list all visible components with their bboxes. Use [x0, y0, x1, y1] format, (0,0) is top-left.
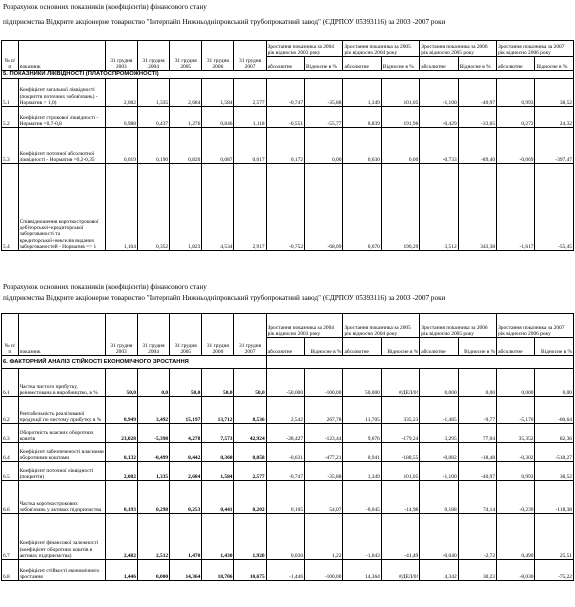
cell: 1,823: [170, 164, 202, 251]
cell: -55,77: [305, 107, 343, 128]
cell: 14,364: [170, 560, 202, 581]
header-rel: Відносне в %: [535, 57, 574, 71]
cell: -89,40: [458, 128, 496, 164]
report-1-title: Розрахунок основних показників (коефіцієнтів) фінансового стану: [3, 3, 207, 11]
row-indicator: Співвідношення короткострокової дебіторської+кредиторської заборгованості та кредиторської+векселів виданих заборгованостей - Норматив => 1: [18, 164, 105, 251]
header-abs: абсолютне: [497, 338, 535, 356]
row-num: 5.2: [2, 107, 19, 128]
cell: 2,577: [234, 79, 266, 107]
cell: 82,36: [535, 424, 574, 443]
cell: -0,429: [420, 107, 458, 128]
cell: 0,000: [137, 560, 169, 581]
header-num: № п/п: [2, 41, 19, 71]
cell: 0,442: [170, 443, 202, 462]
cell: 0,188: [420, 481, 458, 514]
row-num: 6.1: [2, 369, 19, 397]
table-row: [2, 128, 574, 164]
cell: 13,712: [202, 397, 234, 424]
row-indicator: Коефіцієнт загальної ліквідності (покриття поточних зобов'язань) - Норматив > 1,0): [18, 79, 105, 107]
row-num: 6.6: [2, 481, 19, 514]
section-title: 5. ПОКАЗНИКИ ЛІКВІДНОСТІ (ПЛАТОСПРОМОЖНОСТІ): [2, 71, 574, 79]
cell: 0,190: [137, 128, 169, 164]
cell: 0,000: [497, 369, 535, 397]
cell: 4,342: [420, 560, 458, 581]
cell: 101,05: [381, 462, 419, 481]
cell: -5,398: [137, 424, 169, 443]
header-rel: Відносне в %: [305, 57, 343, 71]
cell: 1,470: [170, 514, 202, 560]
cell: 343,38: [458, 164, 496, 251]
row-indicator: Частка чистого прибутку, реінвестована в виробництво, в %: [18, 369, 105, 397]
header-abs: абсолютне: [420, 57, 458, 71]
header-year: 31 грудня 2007: [234, 41, 266, 71]
cell: 2,577: [234, 462, 266, 481]
cell: 1,335: [137, 462, 169, 481]
cell: 2,482: [105, 514, 137, 560]
report-1-subtitle: підприємства Відкрите акціонерне товариство "Інтерпайп Нижньодніпровський трубопрокатний завод" (ЄДРПОУ 05393116) за 2003 -2007 роки: [3, 18, 446, 26]
cell: 50,0: [170, 369, 202, 397]
header-rel: Відносне в %: [458, 338, 496, 356]
header-abs: абсолютне: [420, 338, 458, 356]
cell: 2,684: [170, 79, 202, 107]
cell: -118,38: [535, 481, 574, 514]
row-num: 6.8: [2, 560, 19, 581]
cell: 1,920: [234, 514, 266, 560]
row-num: 5.4: [2, 164, 19, 251]
cell: -518,27: [535, 443, 574, 462]
cell: 1,22: [305, 514, 343, 560]
cell: -477,21: [305, 443, 343, 462]
cell: -0,499: [137, 443, 169, 462]
cell: 1,349: [343, 79, 381, 107]
cell: 50,0: [234, 369, 266, 397]
cell: 54,07: [305, 481, 343, 514]
header-year: 31 грудня 2003: [105, 314, 137, 356]
row-num: 6.5: [2, 462, 19, 481]
row-indicator: Рентабельність реалізованої продукції по чистому прибутку в %: [18, 397, 105, 424]
header-change: Зростання показника за 2004 рік відносно 2003 року: [266, 314, 343, 338]
cell: 0,105: [266, 481, 304, 514]
header-change: Зростання показника за 2005 рік відносно 2004 року: [343, 314, 420, 338]
cell: 3,492: [137, 397, 169, 424]
cell: 0,820: [170, 128, 202, 164]
cell: 1,118: [234, 107, 266, 128]
cell: -0,631: [266, 443, 304, 462]
cell: 191,96: [381, 107, 419, 128]
report-2-title: Розрахунок основних показників (коефіцієнтів) фінансового стану: [3, 283, 207, 291]
cell: #ДЕЛ/0!: [381, 560, 419, 581]
report-2: [0, 283, 575, 303]
header-indicator: показник: [18, 41, 105, 71]
cell: -14,98: [381, 481, 419, 514]
header-rel: Відносне в %: [381, 338, 419, 356]
cell: -188,55: [381, 443, 419, 462]
cell: 0,352: [137, 164, 169, 251]
header-year: 31 грудня 2004: [137, 41, 169, 71]
cell: -35,88: [305, 462, 343, 481]
header-abs: абсолютне: [266, 338, 304, 356]
header-rel: Відносне в %: [381, 57, 419, 71]
table-row: [2, 481, 574, 514]
cell: 0,993: [497, 462, 535, 481]
cell: 0,941: [343, 443, 381, 462]
header-rel: Відносне в %: [305, 338, 343, 356]
row-num: 5.1: [2, 79, 19, 107]
cell: 9,676: [343, 424, 381, 443]
table-row: [2, 79, 574, 107]
cell: 2,082: [105, 462, 137, 481]
cell: -1,100: [420, 79, 458, 107]
header-year: 31 грудня 2005: [170, 41, 202, 71]
table-row: [2, 164, 574, 251]
cell: -1,446: [266, 560, 304, 581]
cell: -0,747: [266, 462, 304, 481]
cell: 30,23: [458, 560, 496, 581]
header-year: 31 грудня 2006: [202, 41, 234, 71]
cell: -179,24: [381, 424, 419, 443]
cell: -40,97: [458, 462, 496, 481]
cell: 11,705: [343, 397, 381, 424]
row-indicator: Коефіцієнт строкової ліквідності - Норматив =0,7-0,8: [18, 107, 105, 128]
cell: 0,0: [137, 369, 169, 397]
table-row: [2, 424, 574, 443]
cell: 0,017: [234, 128, 266, 164]
cell: -0,069: [497, 128, 535, 164]
cell: 15,197: [170, 397, 202, 424]
cell: -55,45: [535, 164, 574, 251]
header-change: Зростання показника за 2006 рік відносно 2005 року: [420, 314, 497, 338]
cell: 25,51: [535, 514, 574, 560]
cell: -0,747: [266, 79, 304, 107]
cell: 0,000: [420, 369, 458, 397]
header-year: 31 грудня 2007: [234, 314, 266, 356]
cell: 8,536: [234, 397, 266, 424]
row-indicator: Частка короткострокових зобов'язань у активах підприємства: [18, 481, 105, 514]
cell: #ДЕЛ/0!: [381, 369, 419, 397]
cell: 0,00: [381, 128, 419, 164]
cell: -0,040: [420, 514, 458, 560]
cell: -0,082: [420, 443, 458, 462]
cell: 74,14: [458, 481, 496, 514]
cell: 101,05: [381, 79, 419, 107]
table-row: [2, 369, 574, 397]
cell: 50,000: [343, 369, 381, 397]
header-year: 31 грудня 2005: [170, 314, 202, 356]
cell: 1,584: [202, 462, 234, 481]
header-indicator: показник: [18, 314, 105, 356]
header-num: № п/п: [2, 314, 19, 356]
cell: 0,253: [170, 481, 202, 514]
cell: 2,082: [105, 79, 137, 107]
cell: -0,239: [497, 481, 535, 514]
cell: -18,48: [458, 443, 496, 462]
cell: 14,364: [343, 560, 381, 581]
cell: 24,32: [535, 107, 574, 128]
cell: -75,22: [535, 560, 574, 581]
cell: 0,00: [305, 128, 343, 164]
report-1: [0, 3, 575, 27]
table-row: [2, 560, 574, 581]
cell: -1,485: [420, 397, 458, 424]
cell: 2,684: [170, 462, 202, 481]
row-indicator: Коефіцієнт фінансової залежності (коефіцієнт оборотних коштів в активах підприємства): [18, 514, 105, 560]
cell: 2,917: [234, 164, 266, 251]
cell: -41,49: [381, 514, 419, 560]
cell: 2,512: [137, 514, 169, 560]
cell: -28,427: [266, 424, 304, 443]
cell: 0,988: [105, 107, 137, 128]
cell: 38,52: [535, 79, 574, 107]
cell: -50,000: [266, 369, 304, 397]
row-indicator: Оборотність власних оборотних коштів: [18, 424, 105, 443]
cell: 0,132: [105, 443, 137, 462]
cell: 23,028: [105, 424, 137, 443]
row-indicator: Коефіцієнт поточної ліквідності (покриття): [18, 462, 105, 481]
cell: 3,512: [420, 164, 458, 251]
cell: -0,302: [497, 443, 535, 462]
cell: 1,349: [343, 462, 381, 481]
cell: 0,019: [105, 128, 137, 164]
cell: -1,043: [343, 514, 381, 560]
section-spacer: [266, 356, 573, 369]
cell: 7,573: [202, 424, 234, 443]
cell: 0,839: [343, 107, 381, 128]
cell: 0,172: [266, 128, 304, 164]
header-change: Зростання показника за 2007 рік відносно 2006 року: [497, 41, 574, 57]
cell: 50,0: [202, 369, 234, 397]
cell: 42,924: [234, 424, 266, 443]
header-year: 31 грудня 2006: [202, 314, 234, 356]
cell: 4,534: [202, 164, 234, 251]
cell: 77,04: [458, 424, 496, 443]
cell: 0,298: [137, 481, 169, 514]
cell: 0,00: [535, 369, 574, 397]
cell: 0,437: [137, 107, 169, 128]
cell: 1,276: [170, 107, 202, 128]
growth-stability-table: [1, 313, 574, 581]
cell: -33,65: [458, 107, 496, 128]
cell: 2,542: [266, 397, 304, 424]
cell: -100,00: [305, 369, 343, 397]
cell: 4,278: [170, 424, 202, 443]
cell: -0,045: [343, 481, 381, 514]
header-change: Зростання показника за 2004 рік відносно 2003 року: [266, 41, 343, 57]
row-indicator: Коефіцієнт стійкості економічного зростання: [18, 560, 105, 581]
cell: 335,23: [381, 397, 419, 424]
cell: 38,52: [535, 462, 574, 481]
cell: 0,00: [458, 369, 496, 397]
table-row: [2, 443, 574, 462]
cell: -0,551: [266, 107, 304, 128]
cell: 0,193: [105, 481, 137, 514]
section-title: 6. ФАКТОРНИЙ АНАЛІЗ СТІЙКОСТІ ЕКОНОМІЧНОГО ЗРОСТАННЯ: [2, 356, 267, 369]
cell: 0,670: [343, 164, 381, 251]
table-row: [2, 514, 574, 560]
cell: 1,430: [202, 514, 234, 560]
row-num: 6.7: [2, 514, 19, 560]
cell: 0,441: [202, 481, 234, 514]
header-change: Зростання показника за 2007 рік відносно 2006 року: [497, 314, 574, 338]
row-num: 6.4: [2, 443, 19, 462]
cell: -68,09: [305, 164, 343, 251]
cell: 0,360: [202, 443, 234, 462]
cell: -5,176: [497, 397, 535, 424]
liquidity-table: [1, 40, 574, 251]
cell: -123,44: [305, 424, 343, 443]
row-num: 6.2: [2, 397, 19, 424]
cell: 3,295: [420, 424, 458, 443]
header-abs: абсолютне: [343, 338, 381, 356]
cell: -0,733: [420, 128, 458, 164]
cell: -1,617: [497, 164, 535, 251]
header-year: 31 грудня 2004: [137, 314, 169, 356]
cell: 10,675: [234, 560, 266, 581]
cell: -9,77: [458, 397, 496, 424]
cell: 50,0: [105, 369, 137, 397]
cell: 1,446: [105, 560, 137, 581]
cell: 1,104: [105, 164, 137, 251]
cell: -40,97: [458, 79, 496, 107]
header-year: 31 грудня 2003: [105, 41, 137, 71]
cell: 0,058: [234, 443, 266, 462]
cell: 0,949: [105, 397, 137, 424]
cell: 0,087: [202, 128, 234, 164]
cell: -100,00: [305, 560, 343, 581]
cell: -397,47: [535, 128, 574, 164]
cell: -2,72: [458, 514, 496, 560]
cell: 1,584: [202, 79, 234, 107]
cell: -60,64: [535, 397, 574, 424]
header-change: Зростання показника за 2005 рік відносно 2004 року: [343, 41, 420, 57]
cell: 18,706: [202, 560, 234, 581]
cell: 35,352: [497, 424, 535, 443]
cell: 0,272: [497, 107, 535, 128]
header-abs: абсолютне: [266, 57, 304, 71]
cell: -1,100: [420, 462, 458, 481]
header-abs: абсолютне: [343, 57, 381, 71]
header-rel: Відносне в %: [458, 57, 496, 71]
cell: 267,78: [305, 397, 343, 424]
row-num: 6.3: [2, 424, 19, 443]
cell: -35,88: [305, 79, 343, 107]
cell: 0,030: [266, 514, 304, 560]
cell: -0,752: [266, 164, 304, 251]
cell: -8,030: [497, 560, 535, 581]
cell: 0,993: [497, 79, 535, 107]
table-row: [2, 107, 574, 128]
cell: 0,846: [202, 107, 234, 128]
cell: 0,202: [234, 481, 266, 514]
row-num: 5.3: [2, 128, 19, 164]
table-row: [2, 462, 574, 481]
header-abs: абсолютне: [497, 57, 535, 71]
header-rel: Відносне в %: [535, 338, 574, 356]
table-row: [2, 397, 574, 424]
row-indicator: Коефіцієнт поточної абсолютної ліквідності - Норматив =0,2-0,35: [18, 128, 105, 164]
row-indicator: Коефіцієнт забезпеченості власними оборотними коштами: [18, 443, 105, 462]
report-2-subtitle: підприємства Відкрите акціонерне товариство "Інтерпайп Нижньодніпровський трубопрокатний завод" (ЄДРПОУ 05393116) за 2003 -2007 роки: [3, 294, 446, 302]
cell: 0,490: [497, 514, 535, 560]
cell: 190,29: [381, 164, 419, 251]
header-change: Зростання показника за 2006 рік відносно 2005 року: [420, 41, 497, 57]
cell: 0,630: [343, 128, 381, 164]
cell: 1,335: [137, 79, 169, 107]
